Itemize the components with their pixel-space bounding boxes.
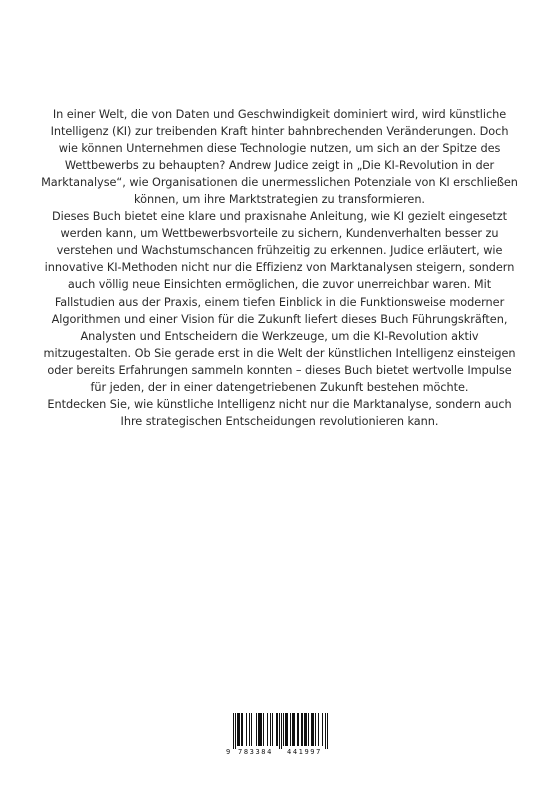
barcode-bar [301, 713, 302, 746]
barcode-bar [239, 713, 240, 746]
barcode-guard-bar [235, 713, 236, 749]
barcode-guard-bar [281, 713, 282, 749]
barcode-bar [277, 713, 278, 746]
barcode-bar [286, 713, 287, 746]
barcode-bar [261, 713, 262, 746]
barcode-bar [267, 713, 268, 746]
barcode-bar [241, 713, 242, 746]
barcode-bar [260, 713, 261, 746]
barcode-bar [304, 713, 305, 746]
barcode-bar [306, 713, 307, 746]
barcode-bar [294, 713, 295, 746]
barcode-bar [293, 713, 294, 746]
barcode-bar [313, 713, 314, 746]
barcode-digits-right: 441997 [287, 748, 322, 756]
isbn-barcode [226, 713, 333, 758]
barcode-bar [311, 713, 312, 746]
blurb-paragraph-body: Dieses Buch bietet eine klare und praxisnahe Anleitung, wie KI gezielt eingesetzt werden kann, um Wettbewerbsvorteile zu sichern, Kundenverhalten besser zu verstehen und Wachstumschancen frühzeitig zu erkennen. Judice erläutert, wie innovative KI-Methoden nicht nur die Effizienz von Marktanalysen steigern, sondern auch völlig neue Einsichten ermöglichen, die zuvor unerreichbar waren. Mit Fallstudien aus der Praxis, einem tiefen Einblick in die Funktionsweise moderner Algorithmen und einer Vision für die Zukunft liefert dieses Buch Führungskräften, Analysten und Entscheidern die Werkzeuge, um die KI-Revolution aktiv mitzugestalten. Ob Sie gerade erst in die Welt der künstlichen Intelligenz einsteigen oder bereits Erfahrungen sammeln konnten – dieses Buch bietet wertvolle Impulse für jeden, der in einer datengetriebenen Zukunft bestehen möchte. [43, 210, 516, 394]
barcode-guard-bar [327, 713, 328, 749]
barcode-bar [297, 713, 298, 746]
barcode-digit-first: 9 [226, 748, 231, 756]
barcode-bar [315, 713, 316, 746]
barcode-bar [256, 713, 257, 746]
book-blurb [40, 106, 519, 430]
barcode-bar [238, 713, 239, 746]
barcode-bar [246, 713, 247, 746]
barcode-bar [237, 713, 238, 746]
barcode-bar [290, 713, 291, 746]
barcode-digits [226, 748, 333, 758]
barcode-bar [318, 713, 319, 746]
barcode-bar [322, 713, 323, 746]
barcode-guard-bar [325, 713, 326, 749]
barcode-bar [283, 713, 284, 746]
blurb-paragraph-intro: In einer Welt, die von Daten und Geschwindigkeit dominiert wird, wird künstliche Intelligenz (KI) zur treibenden Kraft hinter bahnbrechenden Veränderungen. Doch wie können Unternehmen diese Technologie nutzen, um sich an der Spitze des Wettbewerbs zu behaupten? Andrew Judice zeigt in „Die KI-Revolution in der Marktanalyse“, wie Organisationen die unermesslichen Potenziale von KI erschließen können, um ihre Marktstrategien zu transformieren. [41, 108, 518, 207]
barcode-bar [302, 713, 303, 746]
barcode-bar [242, 713, 243, 746]
barcode-bar [251, 713, 252, 746]
barcode-bar [308, 713, 309, 746]
barcode-bar [249, 713, 250, 746]
barcode-bar [276, 713, 277, 746]
barcode-bar [263, 713, 264, 746]
barcode-bar [272, 713, 273, 746]
barcode-guard-bar [279, 713, 280, 749]
barcode-bar [298, 713, 299, 746]
barcode-bar [287, 713, 288, 746]
barcode-bars [226, 713, 333, 749]
barcode-bar [305, 713, 306, 746]
barcode-digits-left: 783384 [238, 748, 273, 756]
barcode-bar [258, 713, 259, 746]
barcode-bar [312, 713, 313, 746]
barcode-bar [285, 713, 286, 746]
barcode-bar [259, 713, 260, 746]
barcode-bar [270, 713, 271, 746]
blurb-paragraph-closing: Entdecken Sie, wie künstliche Intelligenz nicht nur die Marktanalyse, sondern auch Ihre strategischen Entscheidungen revolutionieren kann. [47, 397, 512, 428]
barcode-guard-bar [233, 713, 234, 749]
barcode-bar [292, 713, 293, 746]
